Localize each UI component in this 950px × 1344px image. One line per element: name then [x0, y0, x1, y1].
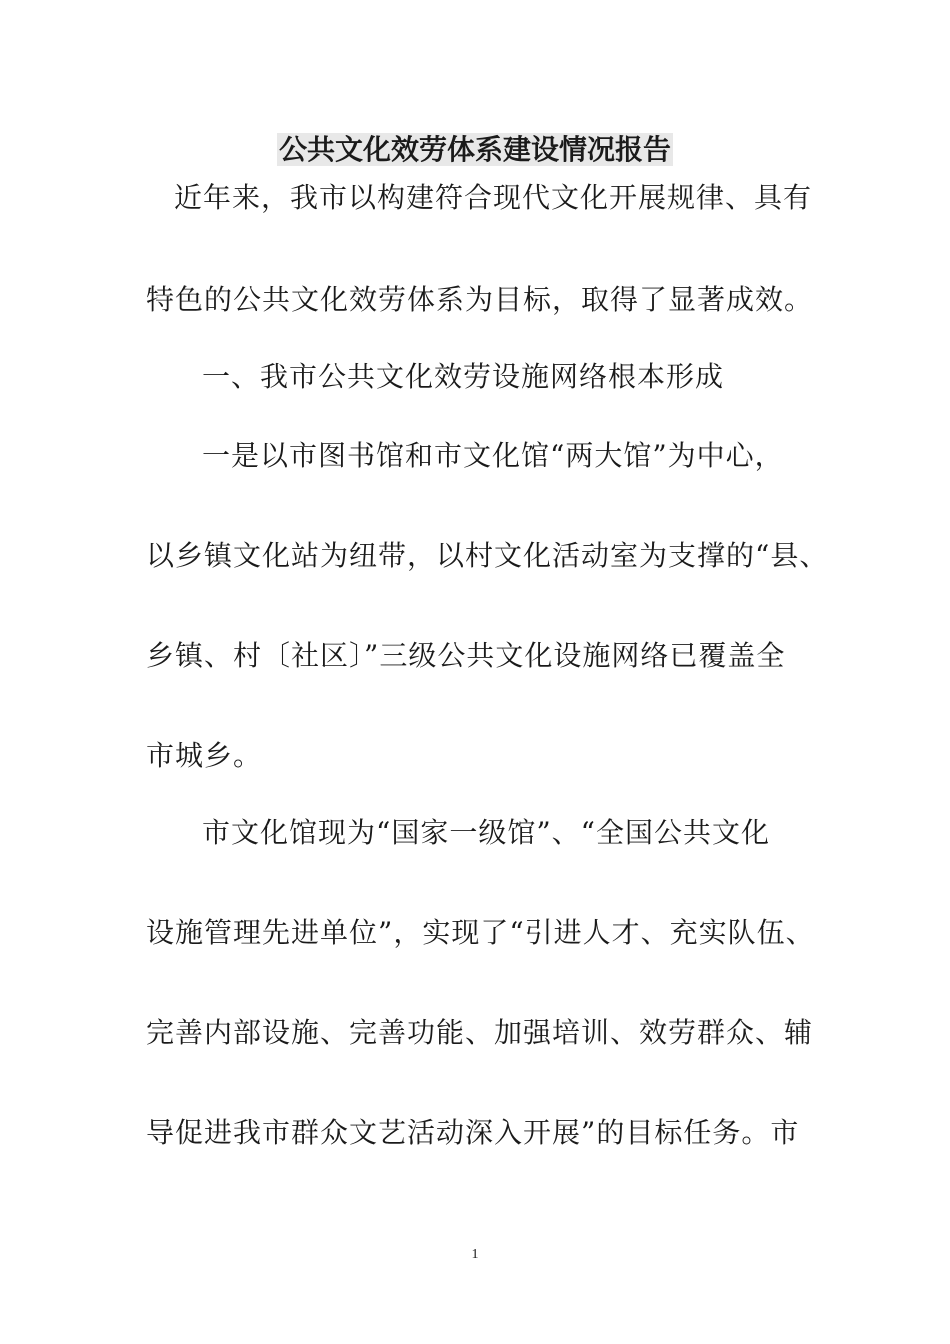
paragraph-line: 特色的公共文化效劳体系为目标，取得了显著成效。	[146, 283, 814, 316]
document-title-text: 公共文化效劳体系建设情况报告	[278, 133, 671, 166]
paragraph-line: 乡镇、村〔社区〕”三级公共文化设施网络已覆盖全	[146, 639, 786, 672]
paragraph-line: 市文化馆现为“国家一级馆”、“全国公共文化	[202, 816, 770, 849]
paragraph-line: 完善内部设施、完善功能、加强培训、效劳群众、辅	[146, 1016, 814, 1049]
page-number: 1	[471, 1247, 479, 1262]
paragraph-line: 设施管理先进单位”，实现了“引进人才、充实队伍、	[146, 916, 815, 949]
paragraph-line: 市城乡。	[146, 739, 263, 772]
document-title	[0, 130, 950, 170]
section-heading: 一、我市公共文化效劳设施网络根本形成	[202, 360, 725, 393]
paragraph-line: 以乡镇文化站为纽带，以村文化活动室为支撑的“县、	[146, 539, 829, 572]
paragraph-line: 近年来，我市以构建符合现代文化开展规律、具有	[174, 181, 813, 214]
paragraph-line: 导促进我市群众文艺活动深入开展”的目标任务。市	[146, 1116, 800, 1149]
paragraph-line: 一是以市图书馆和市文化馆“两大馆”为中心，	[202, 439, 784, 472]
